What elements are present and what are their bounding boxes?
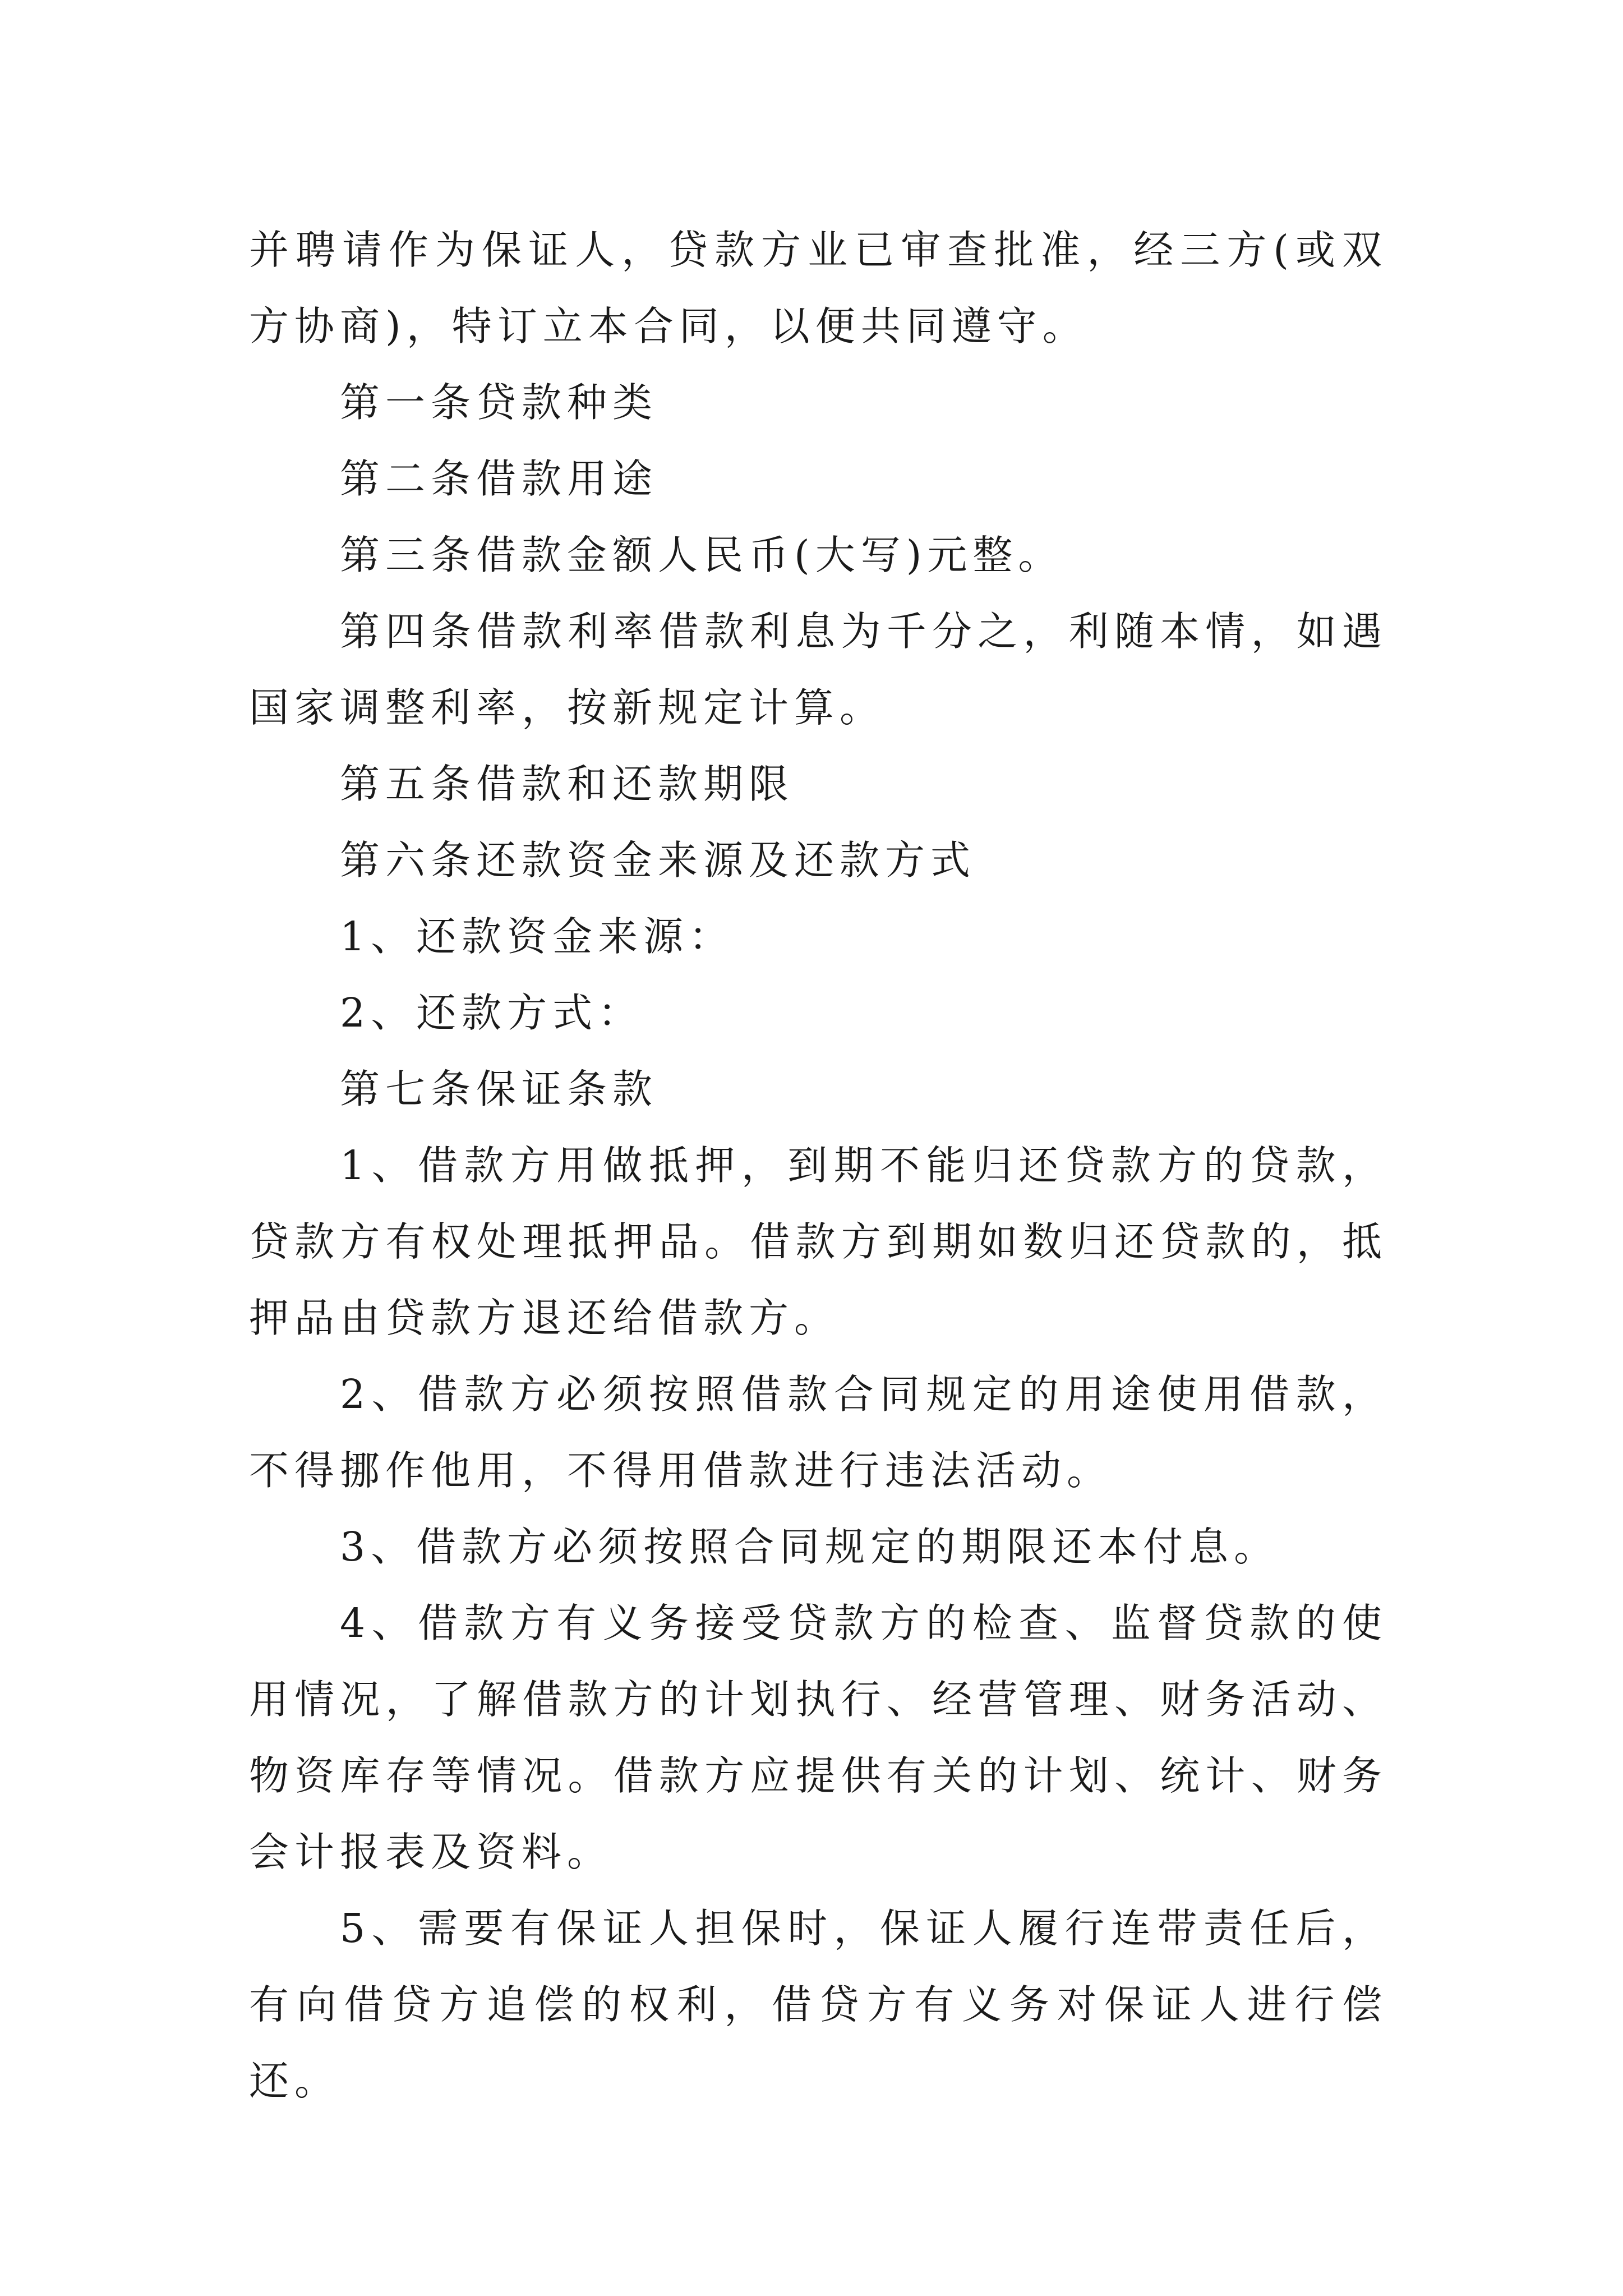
article-7-item-2: 2、借款方必须按照借款合同规定的用途使用借款，不得挪作他用，不得用借款进行违法活动。 (249, 1371, 1387, 1494)
article-6-item-1: 1、还款资金来源： (340, 913, 735, 960)
paragraph-intro: 并聘请作为保证人，贷款方业已审查批准，经三方(或双方协商)，特订立本合同，以便共同遵守。 (249, 227, 1387, 349)
article-4-paragraph: 第四条借款利率借款利息为千分之，利随本情，如遇国家调整利率，按新规定计算。 (249, 608, 1387, 731)
article-1-heading: 第一条贷款种类 (340, 379, 658, 426)
article-7-item-3: 3、借款方必须按照合同规定的期限还本付息。 (340, 1524, 1280, 1570)
article-7-item-4: 4、借款方有义务接受贷款方的检查、监督贷款的使用情况，了解借款方的计划执行、经营管理、财务活动、物资库存等情况。借款方应提供有关的计划、统计、财务会计报表及资料。 (249, 1600, 1387, 1875)
article-7-item-1: 1、借款方用做抵押，到期不能归还贷款方的贷款，贷款方有权处理抵押品。借款方到期如数归还贷款的，抵押品由贷款方退还给借款方。 (249, 1142, 1387, 1341)
contract-body (249, 212, 1387, 2119)
article-7-item-5: 5、需要有保证人担保时，保证人履行连带责任后，有向借贷方追偿的权利，借贷方有义务对保证人进行偿还。 (249, 1905, 1387, 2104)
article-5-heading: 第五条借款和还款期限 (340, 761, 795, 807)
article-2-heading: 第二条借款用途 (340, 455, 658, 502)
article-6-item-2: 2、还款方式： (340, 990, 644, 1036)
article-6-heading: 第六条还款资金来源及还款方式 (340, 837, 976, 884)
article-3-paragraph: 第三条借款金额人民币(大写)元整。 (340, 532, 1064, 578)
article-7-heading: 第七条保证条款 (340, 1066, 658, 1112)
